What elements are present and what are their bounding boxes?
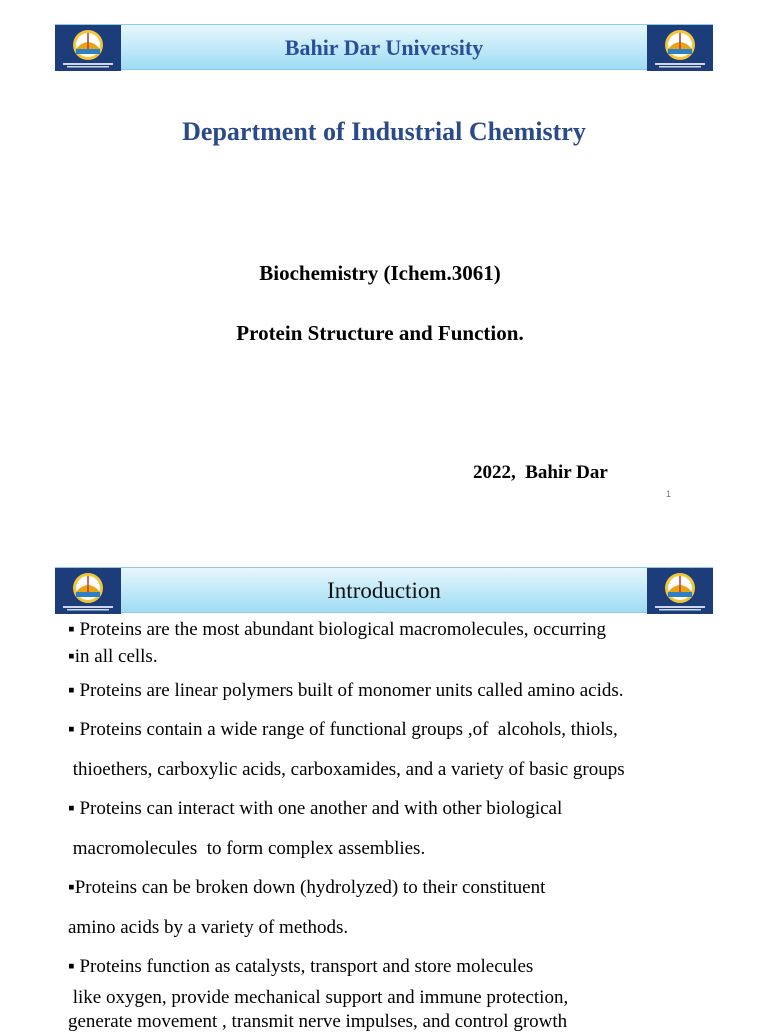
section-title: Introduction: [327, 578, 441, 603]
department-title: Department of Industrial Chemistry: [182, 117, 586, 146]
bullet-line: ▪ Proteins can interact with one another and with other biological: [68, 798, 563, 819]
bullet-line: macromolecules to form complex assemblies.: [68, 838, 426, 859]
course-title: Biochemistry (Ichem.3061): [259, 261, 501, 285]
bullet-line: ▪Proteins can be broken down (hydrolyzed) to their constituent: [68, 877, 546, 898]
university-logo: [647, 25, 713, 71]
page-number: 1: [666, 489, 672, 499]
bullet-line: amino acids by a variety of methods.: [68, 917, 349, 938]
university-logo: [55, 25, 121, 71]
section-banner: [55, 567, 713, 613]
bullet-line: ▪ Proteins are the most abundant biological macromolecules, occurring: [68, 619, 607, 640]
bullet-line: like oxygen, provide mechanical support and immune protection,: [68, 987, 569, 1008]
bullet-line: thioethers, carboxylic acids, carboxamides, and a variety of basic groups: [68, 759, 625, 780]
bullet-line: ▪ Proteins function as catalysts, transport and store molecules: [68, 956, 534, 977]
bullet-line: generate movement , transmit nerve impulses, and control growth: [68, 1011, 568, 1032]
bullet-line: ▪ Proteins contain a wide range of functional groups ,of alcohols, thiols,: [68, 719, 618, 740]
bullet-line: ▪ Proteins are linear polymers built of monomer units called amino acids.: [68, 680, 624, 701]
date-place: 2022, Bahir Dar: [473, 462, 608, 483]
university-banner: [55, 24, 713, 70]
university-logo: [647, 568, 713, 614]
topic-title: Protein Structure and Function.: [236, 321, 524, 345]
banner-title: Bahir Dar University: [284, 35, 484, 60]
bullet-line: ▪in all cells.: [68, 646, 158, 667]
university-logo: [55, 568, 121, 614]
